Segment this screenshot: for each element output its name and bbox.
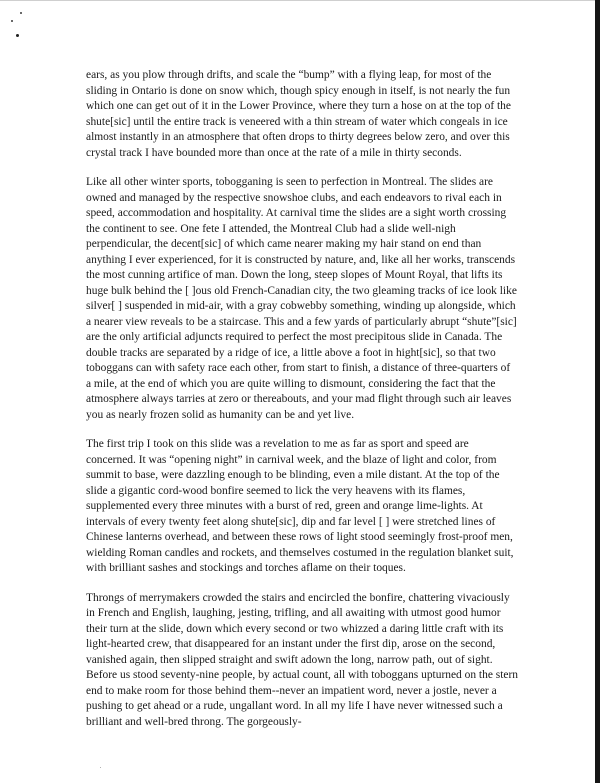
scan-right-edge [595, 0, 600, 783]
scan-speck [20, 12, 22, 14]
scan-speck [100, 767, 101, 768]
body-text [86, 68, 518, 730]
scan-speck [11, 20, 13, 22]
scan-speck [16, 34, 19, 37]
scan-top-edge [0, 0, 600, 1]
paragraph-4: Throngs of merrymakers crowded the stairs and encircled the bonfire, chattering vivaciously in French and English, laughing, jesting, trifling, and all awaiting with utmost good humor their turn at the slide, down which every second or two whizzed a daring little craft with its light-hearted crew, that disappeared for an instant under the first dip, arose on the second, vanished again, then slipped straight and swift adown the long, narrow path, out of sight. Before us stood seventy-nine people, by actual count, all with toboggans upturned on the stern end to make room for those behind them--never an impatient word, never a jostle, never a pushing to get ahead or a rude, ungallant word. In all my life I have never witnessed such a brilliant and well-bred throng. The gorgeously- [86, 591, 518, 728]
paragraph-2: Like all other winter sports, tobogganing is seen to perfection in Montreal. The slides are owned and managed by the respective snowshoe clubs, and each endeavors to rival each in speed, accommodation and hospitality. At carnival time the slides are a sight worth crossing the continent to see. One fete I attended, the Montreal Club had a slide well-nigh perpendicular, the decent[sic] of which came nearer making my hair stand on end than anything I ever experienced, for it is constructed by nature, and, like all her works, transcends the most cunning artifice of man. Down the long, steep slopes of Mount Royal, that lifts its huge bulk behind the [ ]ous old French-Canadian city, the two gleaming tracks of ice look like silver[ ] suspended in mid-air, with a gray cobwebby something, winding up alongside, which a nearer view reveals to be a staircase. This and a few yards of particularly abrupt “shute”[sic] are the only artificial adjuncts required to perfect the most precipitous slide in Canada. The double tracks are separated by a ridge of ice, a little above a foot in hight[sic], so that two toboggans can with safety race each other, from start to finish, a distance of three-quarters of a mile, at the end of which you are quite willing to dismount, considering the fact that the atmosphere always tarries at zero or thereabouts, and your mad flight through such air leaves you as nearly frozen solid as humanity can be and yet live. [86, 176, 517, 421]
paragraph-1: ears, as you plow through drifts, and scale the “bump” with a flying leap, for most of the sliding in Ontario is done on snow which, though spicy enough in itself, is not nearly the fun which one can get out of it in the Lower Province, where they turn a hose on at the top of the shute[sic] until the entire track is veneered with a thin stream of water which congeals in ice almost instantly in an atmosphere that often drops to thirty degrees below zero, and over this crystal track I have bounded more than once at the rate of a mile in thirty seconds. [86, 69, 511, 159]
paragraph-3: The first trip I took on this slide was a revelation to me as far as sport and speed are concerned. It was “opening night” in carnival week, and the blaze of light and color, from summit to base, were dazzling enough to be blinding, even a mile distant. At the top of the slide a gigantic cord-wood bonfire seemed to lick the very heavens with its flames, supplemented every three minutes with a burst of red, green and orange lime-lights. At intervals of every twenty feet along shute[sic], dip and far level [ ] were stretched lines of Chinese lanterns overhead, and between these rows of light stood seemingly frost-proof men, wielding Roman candles and rockets, and themselves costumed in the regulation blanket suit, with brilliant sashes and stockings and torches aflame on their toques. [86, 438, 514, 574]
